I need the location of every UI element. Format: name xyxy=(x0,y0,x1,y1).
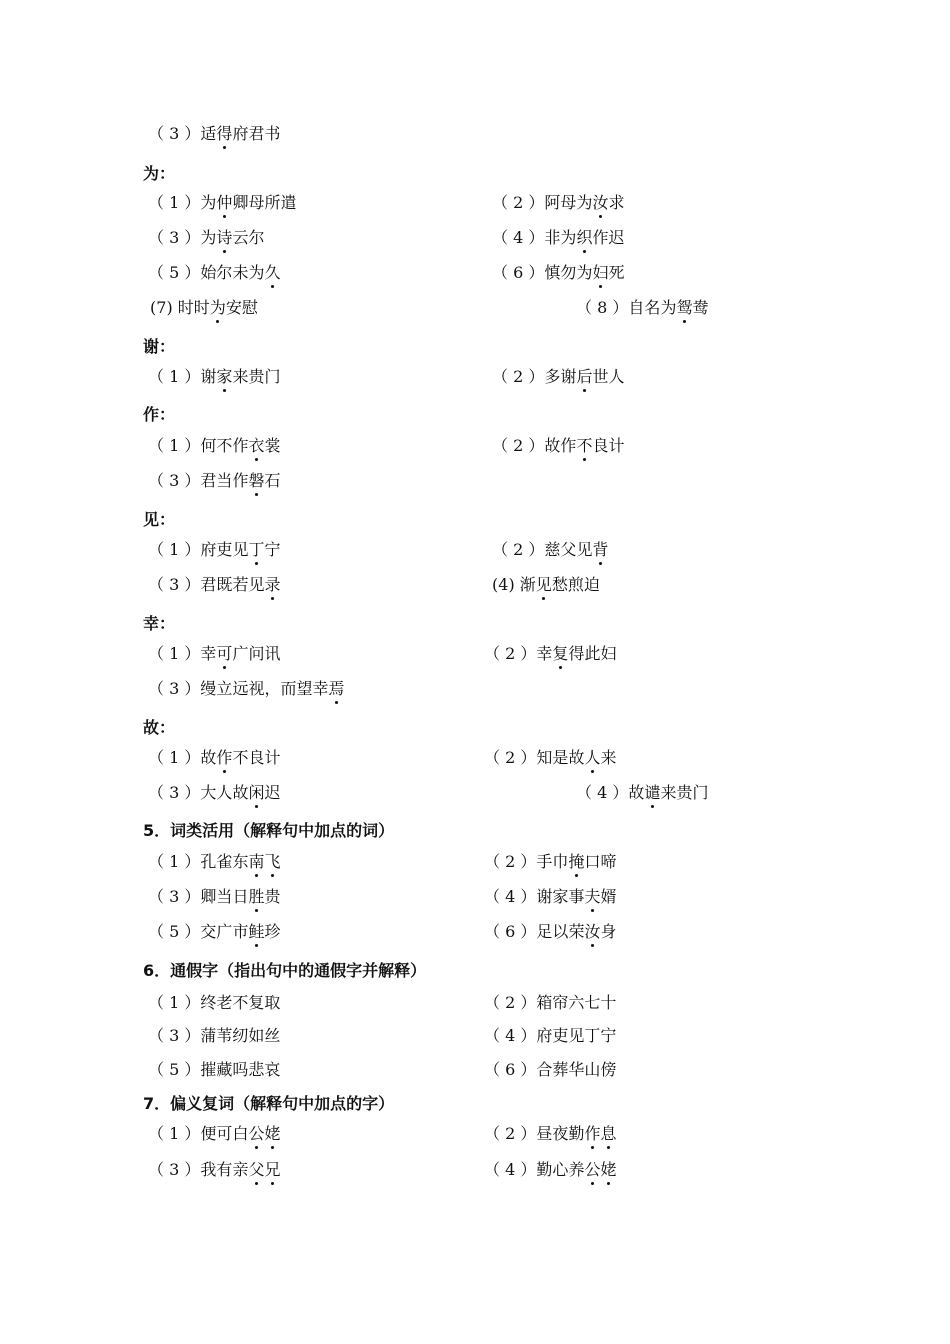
exercise-line: （ 8 ）自名为鸳鸯 xyxy=(576,298,709,317)
emphasis-dot-char: 闲 xyxy=(248,783,265,802)
exercise-line: （ 2 ）幸复得此妇 xyxy=(484,644,617,663)
exercise-line: （ 3 ）我有亲父兄 xyxy=(148,1160,281,1179)
emphasis-dot-char: 汝 xyxy=(592,193,609,212)
section-heading: 5．词类活用（解释句中加点的词） xyxy=(143,821,395,840)
emphasis-dot-char: 兄 xyxy=(264,1160,281,1179)
exercise-line: （ 1 ）便可白公姥 xyxy=(148,1124,281,1143)
exercise-line: （ 4 ）谢家事夫婿 xyxy=(484,887,617,906)
emphasis-dot-char: 家 xyxy=(216,367,233,386)
exercise-line: （ 1 ）谢家来贵门 xyxy=(148,367,281,386)
exercise-line: （ 5 ）交广市鲑珍 xyxy=(148,922,281,941)
section-heading: 见： xyxy=(143,510,176,529)
exercise-line: （ 2 ）慈父见背 xyxy=(492,540,609,559)
emphasis-dot-char: 磐 xyxy=(248,471,265,490)
exercise-line: （ 4 ）勤心养公姥 xyxy=(484,1160,617,1179)
emphasis-dot-char: 夫 xyxy=(584,887,601,906)
exercise-line: （ 3 ）为诗云尔 xyxy=(148,228,265,247)
emphasis-dot-char: 胜 xyxy=(248,887,265,906)
emphasis-dot-char: 得 xyxy=(216,124,233,143)
section-heading: 7．偏义复词（解释句中加点的字） xyxy=(143,1094,395,1113)
emphasis-dot-char: 飞 xyxy=(264,852,281,871)
exercise-line: （ 4 ）故谴来贵门 xyxy=(576,783,709,802)
exercise-line: （ 2 ）故作不良计 xyxy=(492,436,625,455)
emphasis-dot-char: 鸳 xyxy=(676,298,693,317)
exercise-line: （ 4 ）府吏见丁宁 xyxy=(484,1026,617,1045)
emphasis-dot-char: 公 xyxy=(584,1160,601,1179)
emphasis-dot-char: 丁 xyxy=(248,540,265,559)
emphasis-dot-char: 焉 xyxy=(328,679,345,698)
exercise-line: （ 1 ）为仲卿母所遣 xyxy=(148,193,297,212)
exercise-line: （ 2 ）箱帘六七十 xyxy=(484,993,617,1012)
section-heading: 6．通假字（指出句中的通假字并解释） xyxy=(143,961,427,980)
emphasis-dot-char: 诗 xyxy=(216,228,233,247)
emphasis-dot-char: 人 xyxy=(584,748,601,767)
exercise-line: （ 3 ）适得府君书 xyxy=(148,124,281,143)
emphasis-dot-char: 妇 xyxy=(592,263,609,282)
emphasis-dot-char: 衣 xyxy=(248,436,265,455)
emphasis-dot-char: 南 xyxy=(248,852,265,871)
emphasis-dot-char: 姥 xyxy=(264,1124,281,1143)
emphasis-dot-char: 公 xyxy=(248,1124,265,1143)
exercise-line: （ 3 ）缦立远视，而望幸焉 xyxy=(148,679,345,698)
emphasis-dot-char: 姥 xyxy=(600,1160,617,1179)
exercise-line: （ 1 ）幸可广问讯 xyxy=(148,644,281,663)
exercise-line: （ 6 ）合葬华山傍 xyxy=(484,1060,617,1079)
emphasis-dot-char: 作 xyxy=(216,748,233,767)
emphasis-dot-char: 织 xyxy=(576,228,593,247)
exercise-line: （ 3 ）君当作磐石 xyxy=(148,471,281,490)
emphasis-dot-char: 后 xyxy=(576,367,593,386)
exercise-line: （ 2 ）知是故人来 xyxy=(484,748,617,767)
exercise-line: （ 3 ）蒲苇纫如丝 xyxy=(148,1026,281,1045)
emphasis-dot-char: 仲 xyxy=(216,193,233,212)
exercise-line: (4) 渐见愁煎迫 xyxy=(492,575,600,594)
exercise-line: （ 1 ）府吏见丁宁 xyxy=(148,540,281,559)
emphasis-dot-char: 汝 xyxy=(584,922,601,941)
emphasis-dot-char: 息 xyxy=(600,1124,617,1143)
emphasis-dot-char: 父 xyxy=(248,1160,265,1179)
section-heading: 谢： xyxy=(143,337,176,356)
emphasis-dot-char: 鲑 xyxy=(248,922,265,941)
section-heading: 故： xyxy=(143,718,176,737)
emphasis-dot-char: 作 xyxy=(584,1124,601,1143)
emphasis-dot-char: 为 xyxy=(209,298,226,317)
exercise-line: （ 1 ）孔雀东南飞 xyxy=(148,852,281,871)
exercise-line: （ 1 ）何不作衣裳 xyxy=(148,436,281,455)
emphasis-dot-char: 可 xyxy=(216,644,233,663)
exercise-line: （ 6 ）慎勿为妇死 xyxy=(492,263,625,282)
exercise-line: （ 2 ）昼夜勤作息 xyxy=(484,1124,617,1143)
exercise-line: （ 4 ）非为织作迟 xyxy=(492,228,625,247)
emphasis-dot-char: 见 xyxy=(535,575,552,594)
exercise-line: （ 2 ）多谢后世人 xyxy=(492,367,625,386)
exercise-line: (7) 时时为安慰 xyxy=(150,298,258,317)
emphasis-dot-char: 录 xyxy=(264,575,281,594)
exercise-line: （ 5 ）摧藏吗悲哀 xyxy=(148,1060,281,1079)
exercise-line: （ 3 ）卿当日胜贵 xyxy=(148,887,281,906)
exercise-line: （ 1 ）故作不良计 xyxy=(148,748,281,767)
section-heading: 为： xyxy=(143,164,176,183)
exercise-line: （ 1 ）终老不复取 xyxy=(148,993,281,1012)
emphasis-dot-char: 背 xyxy=(592,540,609,559)
emphasis-dot-char: 不 xyxy=(576,436,593,455)
exercise-line: （ 2 ）阿母为汝求 xyxy=(492,193,625,212)
emphasis-dot-char: 久 xyxy=(264,263,281,282)
section-heading: 作： xyxy=(143,405,176,424)
exercise-line: （ 3 ）君既若见录 xyxy=(148,575,281,594)
emphasis-dot-char: 复 xyxy=(552,644,569,663)
exercise-line: （ 6 ）足以荣汝身 xyxy=(484,922,617,941)
section-heading: 幸： xyxy=(143,614,176,633)
exercise-line: （ 5 ）始尔未为久 xyxy=(148,263,281,282)
exercise-line: （ 2 ）手巾掩口啼 xyxy=(484,852,617,871)
exercise-line: （ 3 ）大人故闲迟 xyxy=(148,783,281,802)
emphasis-dot-char: 谴 xyxy=(644,783,661,802)
emphasis-dot-char: 掩 xyxy=(568,852,585,871)
